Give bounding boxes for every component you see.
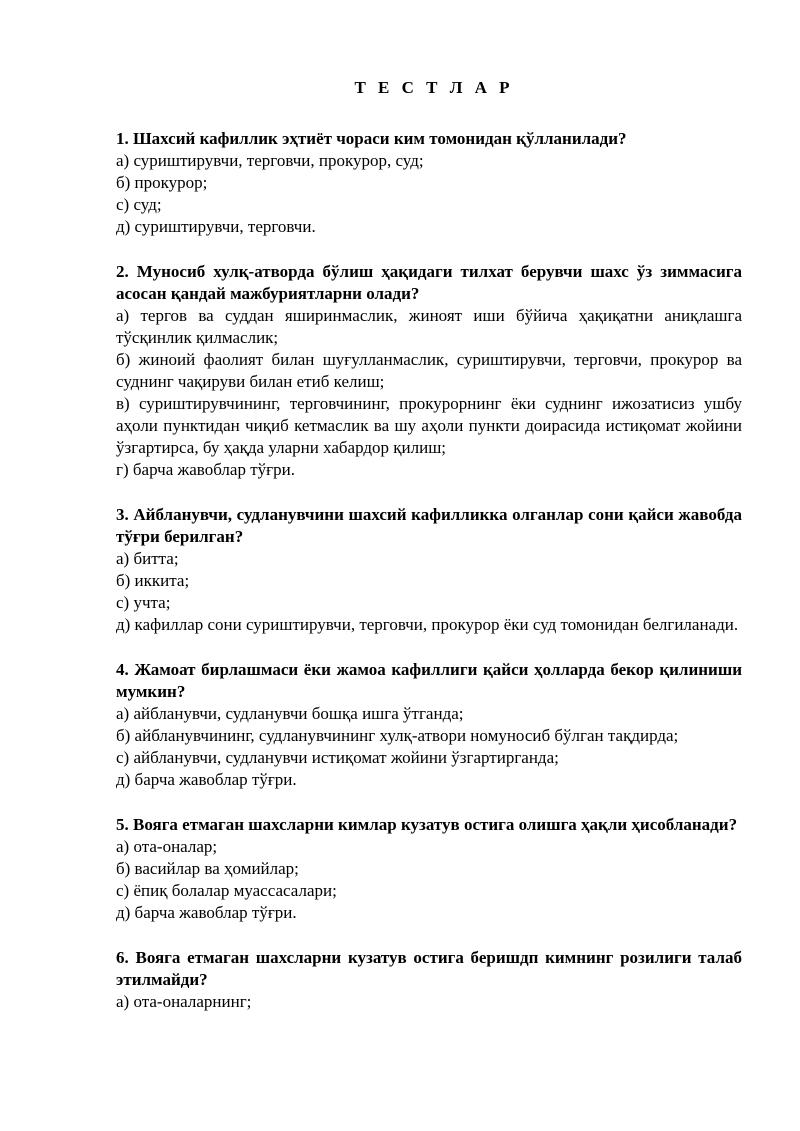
answer-option: а) айбланувчи, судланувчи бошқа ишга ўтганда; <box>116 704 464 723</box>
answer-option: д) кафиллар сони суриштирувчи, терговчи, прокурор ёки суд томонидан белгиланади. <box>116 615 739 634</box>
answer-option: а) суриштирувчи, терговчи, прокурор, суд; <box>116 151 424 170</box>
answer-option: д) барча жавоблар тўғри. <box>116 903 297 922</box>
answer-option: г) барча жавоблар тўғри. <box>116 460 295 479</box>
answer-option: с) ёпиқ болалар муассасалари; <box>116 881 337 900</box>
answer-option: а) тергов ва суддан яширинмаслик, жиноят иши бўйича ҳақиқатни аниқлашга тўсқинлик қилмаслик; <box>116 306 742 347</box>
answer-option: д) суриштирувчи, терговчи. <box>116 217 316 236</box>
answer-option: с) учта; <box>116 593 171 612</box>
answer-option: б) иккита; <box>116 571 190 590</box>
answer-option: с) айбланувчи, судланувчи истиқомат жойини ўзгартирганда; <box>116 748 559 767</box>
answer-option: б) айбланувчининг, судланувчининг хулқ-атвори номуносиб бўлган тақдирда; <box>116 726 679 745</box>
question-3 <box>116 504 742 636</box>
question-text: 6. Вояга етмаган шахсларни кузатув остига беришдп кимнинг розилиги талаб этилмайди? <box>116 948 742 989</box>
answer-option: б) васийлар ва ҳомийлар; <box>116 859 299 878</box>
page-title: Т Е С Т Л А Р <box>354 78 514 97</box>
question-text: 3. Айбланувчи, судланувчини шахсий кафилликка олганлар сони қайси жавобда тўғри берилган? <box>116 505 742 546</box>
question-5 <box>116 814 742 924</box>
question-4 <box>116 659 742 791</box>
question-2 <box>116 261 742 481</box>
answer-option: д) барча жавоблар тўғри. <box>116 770 297 789</box>
question-text: 4. Жамоат бирлашмаси ёки жамоа кафиллиги қайси ҳолларда бекор қилиниши мумкин? <box>116 660 742 701</box>
answer-option: в) суриштирувчининг, терговчининг, прокурорнинг ёки суднинг ижозатисиз ушбу аҳоли пунктидан чиқиб кетмаслик ва шу аҳоли пункти доирасида истиқомат жойини ўзгартирса, бу ҳақда уларни хабардор қилиш; <box>116 394 742 457</box>
question-1 <box>116 128 742 238</box>
question-text: 1. Шахсий кафиллик эҳтиёт чораси ким томонидан қўлланилади? <box>116 129 627 148</box>
answer-option: а) ота-оналарнинг; <box>116 992 252 1011</box>
question-6 <box>116 947 742 1013</box>
answer-option: б) жиноий фаолият билан шуғулланмаслик, суриштирувчи, терговчи, прокурор ва суднинг чақируви билан етиб келиш; <box>116 350 742 391</box>
answer-option: а) битта; <box>116 549 179 568</box>
answer-option: б) прокурор; <box>116 173 208 192</box>
answer-option: а) ота-оналар; <box>116 837 218 856</box>
answer-option: с) суд; <box>116 195 162 214</box>
question-text: 5. Вояга етмаган шахсларни кимлар кузатув остига олишга ҳақли ҳисобланади? <box>116 815 738 834</box>
question-text: 2. Муносиб хулқ-атворда бўлиш ҳақидаги тилхат берувчи шахс ўз зиммасига асосан қандай мажбуриятларни олади? <box>116 262 742 303</box>
